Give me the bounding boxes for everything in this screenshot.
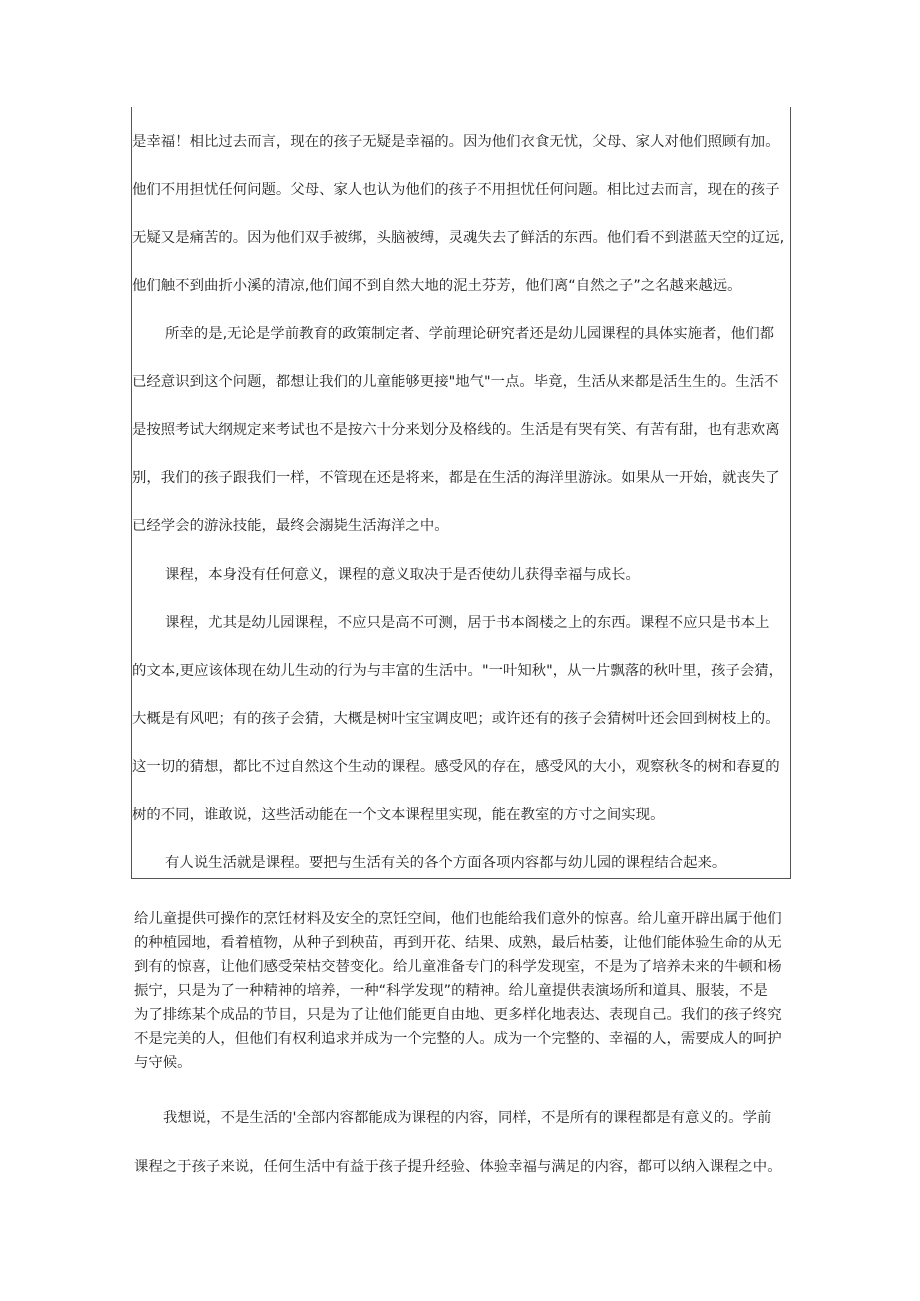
body-line-5: 为了排练某个成品的节目，只是为了让他们能更自由地、更多样化地表达、表现自己。我们的孩子终究 <box>134 1007 782 1023</box>
body-line-9: 课程之于孩子来说，任何生活中有益于孩子提升经验、体验幸福与满足的内容，都可以纳入课程之中。 <box>134 1159 782 1175</box>
box-line-6: 已经意识到这个问题，都想让我们的儿童能够更接"地气"一点。毕竟，生活从来都是活生生的。生活不 <box>132 374 779 390</box>
box-line-3: 无疑又是痛苦的。因为他们双手被绑，头脑被缚，灵魂失去了鲜活的东西。他们看不到湛蓝天空的辽远, <box>132 230 785 246</box>
box-line-8: 别，我们的孩子跟我们一样，不管现在还是将来，都是在生活的海洋里游泳。如果从一开始，就丧失了 <box>132 470 780 486</box>
box-line-11: 课程，尤其是幼儿园课程，不应只是高不可测，居于书本阁楼之上的东西。课程不应只是书本上 <box>165 615 770 631</box>
body-line-3: 到有的惊喜，让他们感受荣枯交替变化。给儿童准备专门的科学发现室，不是为了培养未来的牛顿和杨 <box>134 959 782 975</box>
bordered-text-box <box>131 107 791 879</box>
box-line-1: 是幸福！相比过去而言，现在的孩子无疑是幸福的。因为他们衣食无忧，父母、家人对他们照顾有加。 <box>132 134 780 150</box>
box-line-4: 他们触不到曲折小溪的清凉,他们闻不到自然大地的泥土芬芳，他们离“自然之子”之名越来越远。 <box>132 278 742 294</box>
box-line-13: 大概是有风吧；有的孩子会猜，大概是树叶宝宝调皮吧；或许还有的孩子会猜树叶还会回到树枝上的。 <box>132 711 780 727</box>
box-line-12: 的文本,更应该体现在幼儿生动的行为与丰富的生活中。"一叶知秋"，从一片飘落的秋叶里，孩子会猜， <box>132 663 784 679</box>
box-line-2: 他们不用担忧任何问题。父母、家人也认为他们的孩子不用担忧任何问题。相比过去而言，现在的孩子 <box>132 182 780 198</box>
body-line-1: 给儿童提供可操作的烹饪材料及安全的烹饪空间，他们也能给我们意外的惊喜。给儿童开辟出属于他们 <box>134 911 782 927</box>
body-line-6: 不是完美的人，但他们有权利追求并成为一个完整的人。成为一个完整的、幸福的人，需要成人的呵护 <box>134 1031 782 1047</box>
box-line-9: 已经学会的游泳技能，最终会溺毙生活海洋之中。 <box>132 518 449 534</box>
box-line-7: 是按照考试大纲规定来考试也不是按六十分来划分及格线的。生活是有哭有笑、有苦有甜，也有悲欢离 <box>132 422 780 438</box>
box-line-5: 所幸的是,无论是学前教育的政策制定者、学前理论研究者还是幼儿园课程的具体实施者，他们都 <box>165 326 774 342</box>
box-line-16: 有人说生活就是课程。要把与生活有关的各个方面各项内容都与幼儿园的课程结合起来。 <box>165 855 727 871</box>
box-line-10: 课程，本身没有任何意义，课程的意义取决于是否使幼儿获得幸福与成长。 <box>165 567 640 583</box>
box-line-14: 这一切的猜想，都比不过自然这个生动的课程。感受风的存在，感受风的大小，观察秋冬的树和春夏的 <box>132 759 780 775</box>
body-line-8: 我想说，不是生活的'全部内容都能成为课程的内容，同样，不是所有的课程都是有意义的。学前 <box>163 1110 772 1126</box>
body-line-7: 与守候。 <box>134 1055 192 1071</box>
box-line-15: 树的不同，谁敢说，这些活动能在一个文本课程里实现，能在教室的方寸之间实现。 <box>132 807 665 823</box>
body-line-2: 的种植园地，看着植物，从种子到秧苗，再到开花、结果、成熟，最后枯萎，让他们能体验生命的从无 <box>134 935 782 951</box>
body-line-4: 振宁，只是为了一种精神的培养，一种“科学发现”的精神。给儿童提供表演场所和道具、服装，不是 <box>134 983 768 999</box>
